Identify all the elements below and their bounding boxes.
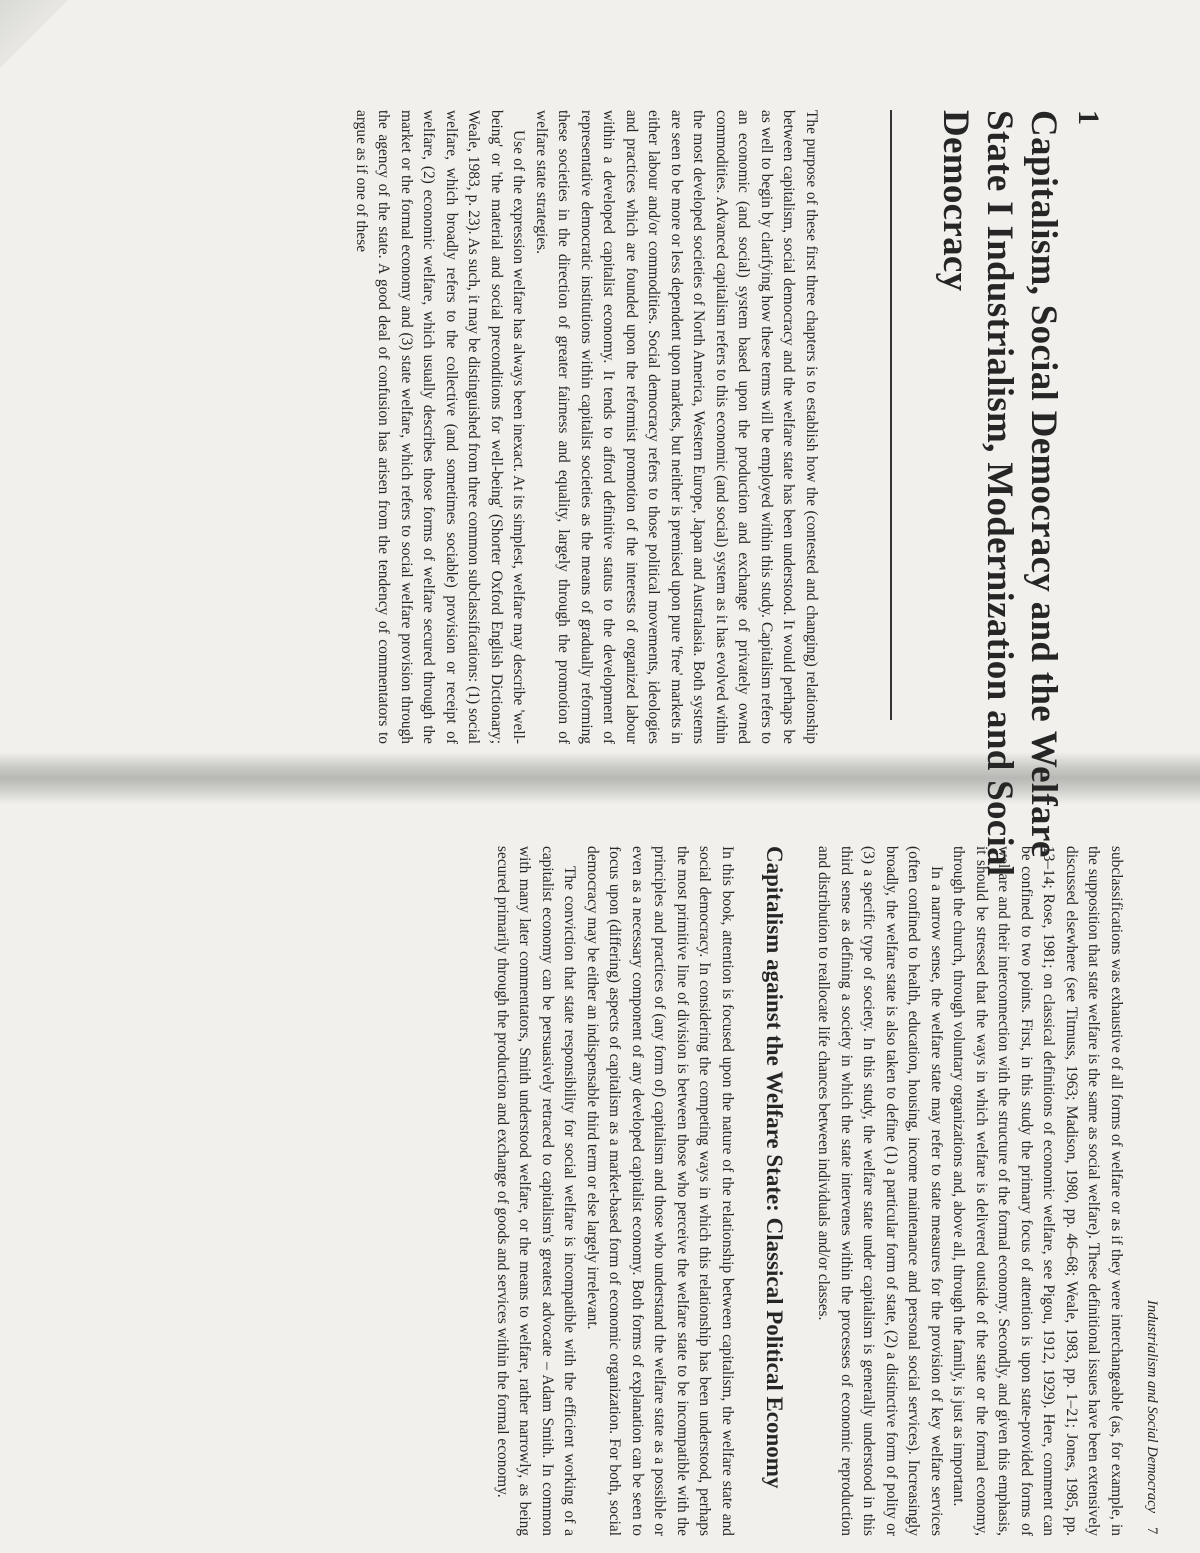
paragraph: In this book, attention is focused upon the nature of the relationship between capitalism, the welfare state and social democracy. In considering the competing ways in which this relationship has been understood, perhaps the most primitive line of division is between those who perceive the welfare state to be incompatible with the principles and practices of (any form of) capitalism and those who understand the welfare state as a possible or even as a necessary component of any developed capitalist economy. Both forms of explanation can be seen to focus upon (differing) aspects of capitalism as a market-based form of economic organization. For both, social democracy may be either an indispensable third term or else largely irrelevant. <box>584 846 736 1536</box>
continuation-page <box>90 820 1200 1536</box>
chapter-title: Capitalism, Social Democracy and the Welfare State I Industrialism, Modernization and Social Democracy <box>935 110 1064 877</box>
chapter-body-text <box>350 110 823 744</box>
page-body-text <box>491 846 1128 1536</box>
paragraph: The purpose of these first three chapters is to establish how the (contested and changing) relationship between capitalism, social democracy and the welfare state has been understood. It would perhaps be as well to begin by clarifying how these terms will be employed within this study. Capitalism refers to an economic (and social) system based upon the production and exchange of privately owned commodities. Advanced capitalism refers to this economic (and social) system as it has evolved within the most developed societies of North America, Western Europe, Japan and Australasia. Both systems are seen to be more or less dependent upon markets, but neither is premised upon pure 'free' markets in either labour and/or commodities. Social democracy refers to those political movements, ideologies and practices which are founded upon the reformist promotion of the interests of organized labour within a developed capitalist economy. It tends to afford definitive status to the development of representative democratic institutions within capitalist societies as the means of gradually reforming these societies in the direction of greater fairness and equality, largely through the promotion of welfare state strategies. <box>533 110 820 744</box>
chapter-number: 1 <box>1072 110 1105 125</box>
title-rule <box>890 110 892 720</box>
chapter-opening-page <box>90 40 1200 877</box>
page-number: 7 <box>1144 1527 1160 1535</box>
section-heading: Capitalism against the Welfare State: Classical Political Economy <box>762 846 787 1489</box>
folded-corner <box>0 0 80 70</box>
paragraph: subclassifications was exhaustive of all forms of welfare or as if they were interchangeable (as, for example, in the supposition that state welfare is the same as social welfare). These definitional issues have been extensively discussed elsewhere (see Titmuss, 1963; Madison, 1980, pp. 46–68; Weale, 1983, pp. 1–21; Jones, 1985, pp. 13–14; Rose, 1981; on classical definitions of economic welfare, see Pigou, 1912, 1929). Here, comment can be confined to two points. First, in this study the primary focus of attention is upon state-provided forms of welfare and their interconnection with the structure of the formal economy. Secondly, and given this emphasis, it should be stressed that the ways in which welfare is delivered outside of the state or the formal economy, through the church, through voluntary organizations and, above all, through the family, is just as important. <box>950 846 1125 1536</box>
running-head <box>1143 1300 1160 1535</box>
paragraph: Use of the expression welfare has always been inexact. At its simplest, welfare may describe 'well-being' or 'the material and social preconditions for well-being' (Shorter Oxford English Dictionary; Weale, 1983, p. 23). As such, it may be distinguished from three common subclassifications: (1) social welfare, which broadly refers to the collective (and sometimes sociable) provision or receipt of welfare, (2) economic welfare, which usually describes those forms of welfare secured through the market or the formal economy and (3) state welfare, which refers to social welfare provision through the agency of the state. A good deal of confusion has arisen from the tendency of commentators to argue as if one of these <box>353 110 528 744</box>
running-head-title: Industrialism and Social Democracy <box>1144 1300 1160 1514</box>
paragraph: The conviction that state responsibility for social welfare is incompatible with the efficient working of a capitalist economy can be persuasively retraced to capitalism's greatest advocate – Adam Smith. In common with many later commentators, Smith understood welfare, or the means to welfare, rather narrowly, as being secured primarily through the production and exchange of goods and services within the formal economy. <box>494 846 579 1536</box>
paragraph: In a narrow sense, the welfare state may refer to state measures for the provision of key welfare services (often confined to health, education, housing, income maintenance and personal social services). Increasingly broadly, the welfare state is also taken to define (1) a particular form of state, (2) a distinctive form of polity or (3) a specific type of society. In this study, the welfare state under capitalism is generally understood in this third sense as defining a society in which the state intervenes within the processes of economic reproduction and distribution to reallocate life chances between individuals and/or classes. <box>815 846 945 1536</box>
